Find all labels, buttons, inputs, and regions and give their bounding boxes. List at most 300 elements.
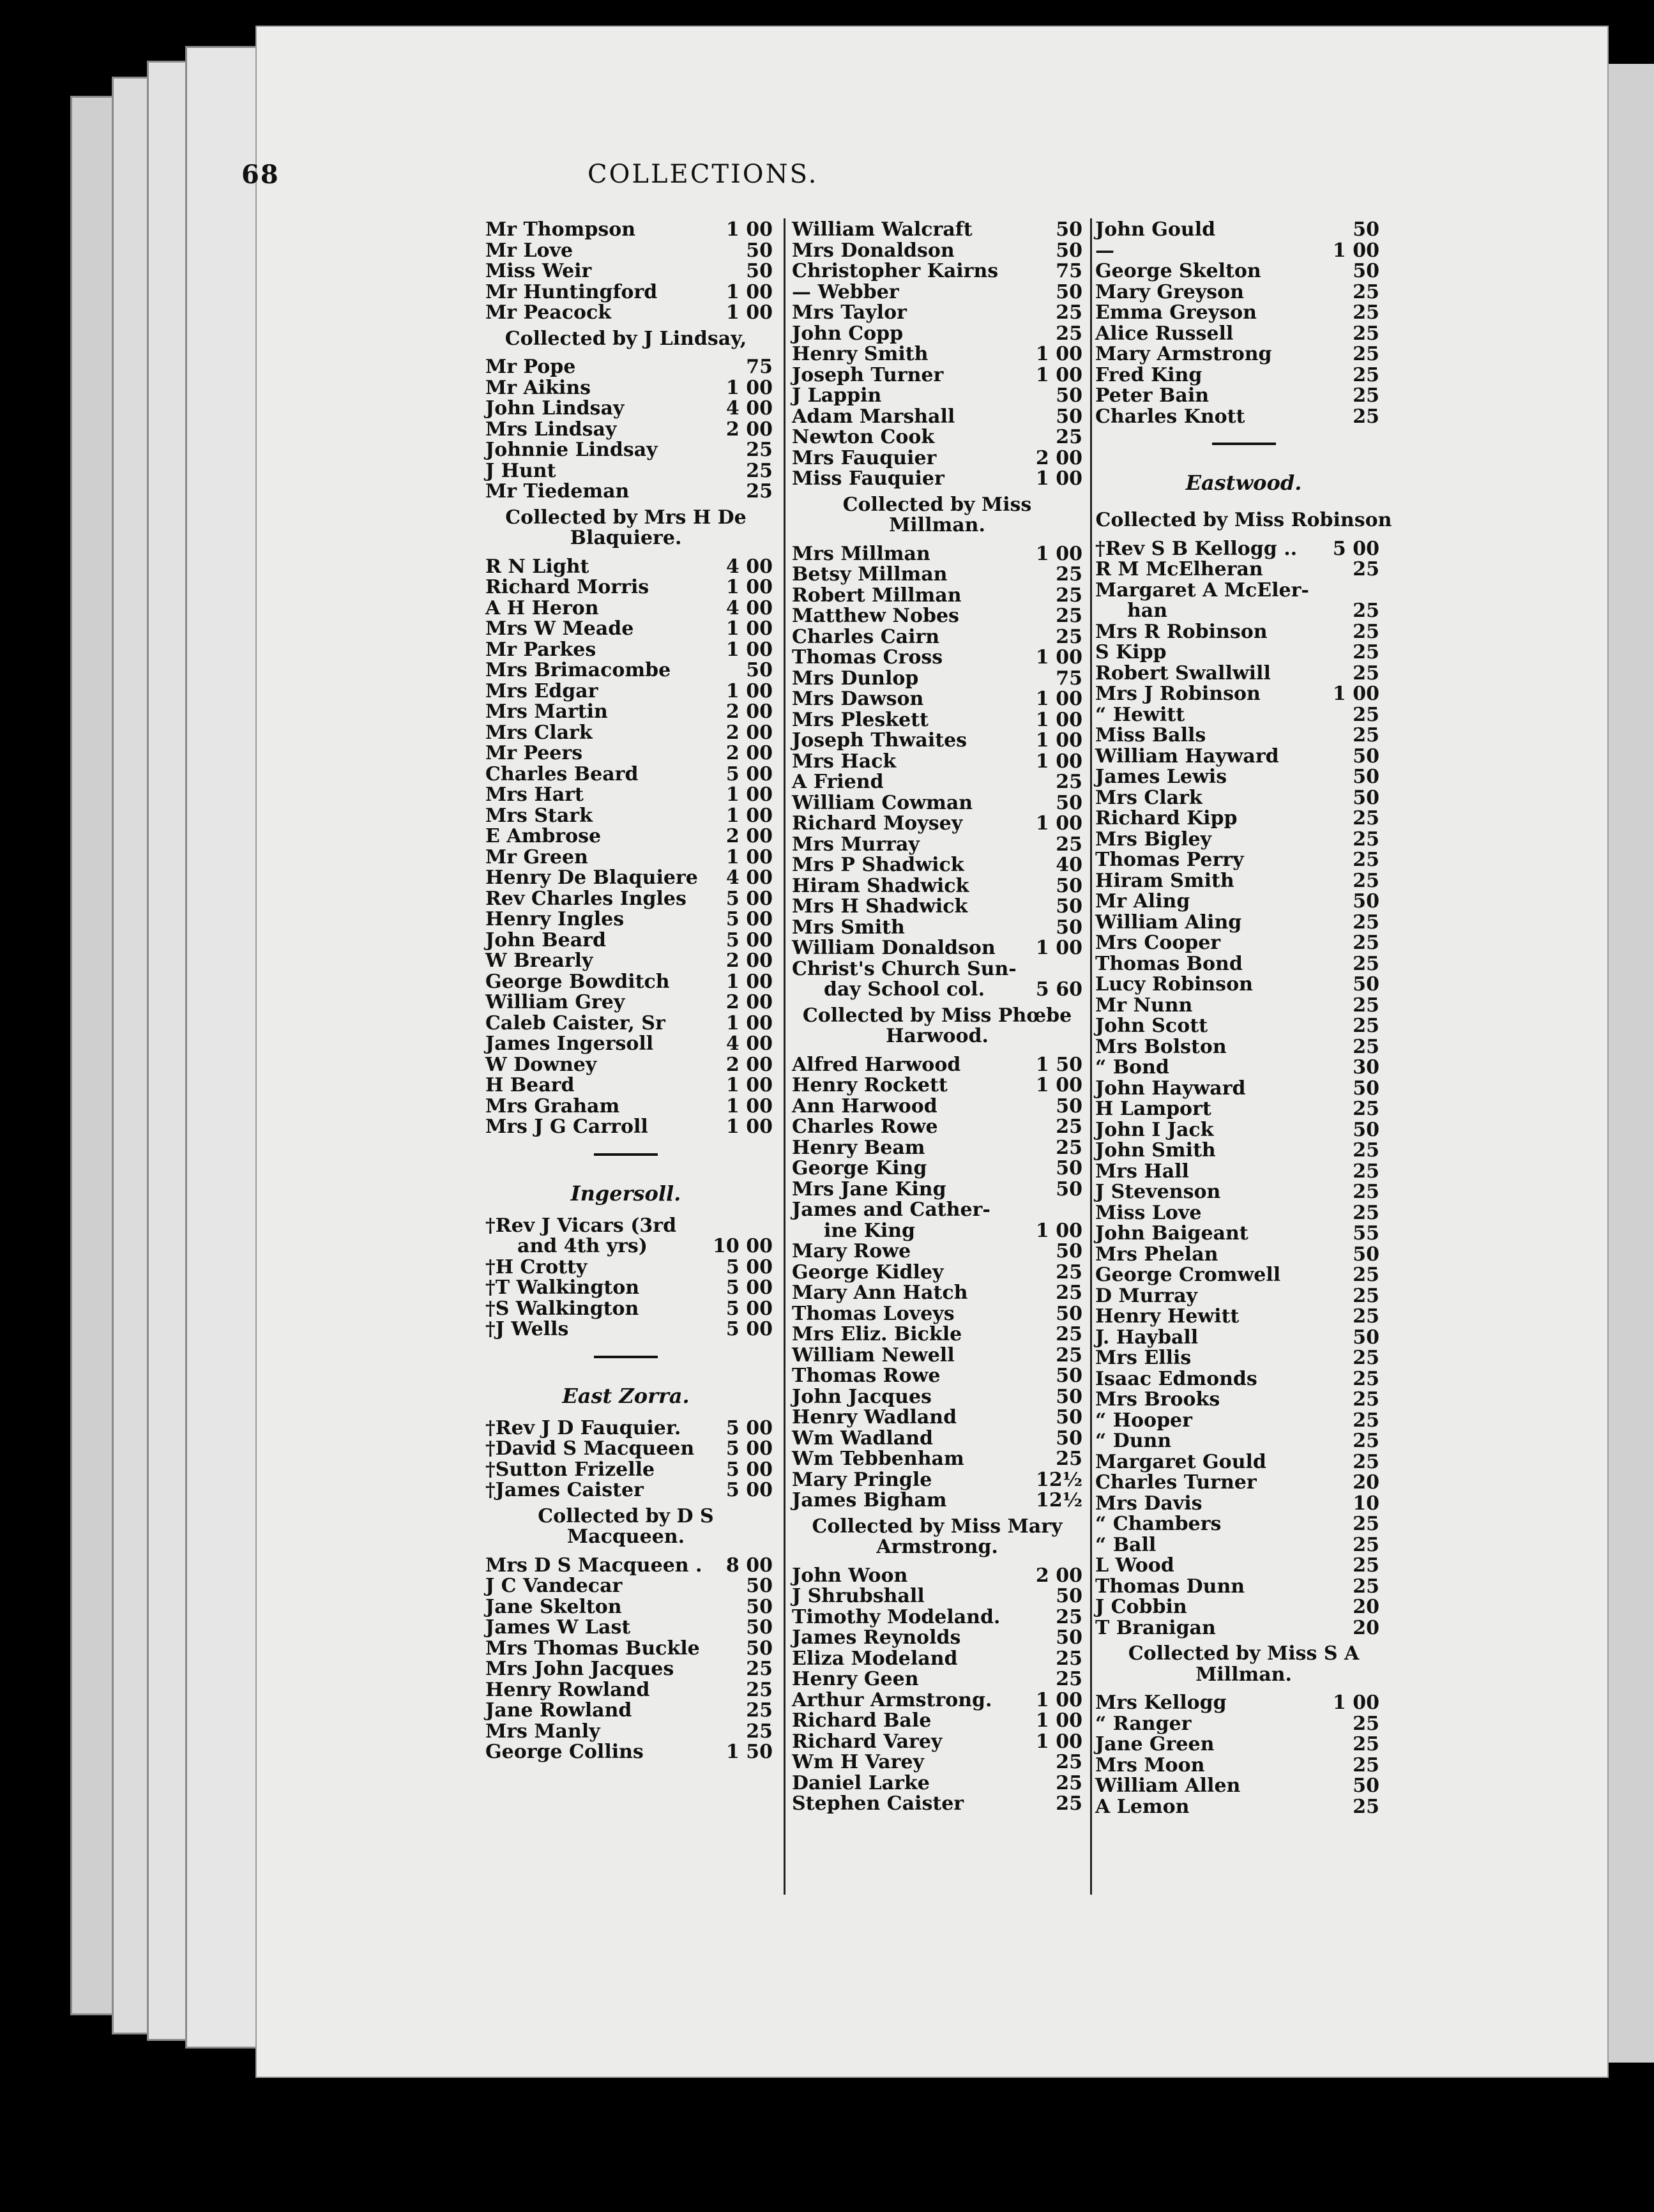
list-item	[792, 384, 1082, 405]
donation-amount: 75	[1056, 260, 1082, 282]
list-item	[1095, 953, 1392, 974]
donor-name: Mrs Millman	[792, 542, 930, 565]
column-left	[485, 218, 773, 1763]
place-heading: Eastwood.	[1185, 471, 1302, 495]
donation-amount: 5 00	[725, 908, 773, 930]
donation-amount: 25	[1353, 405, 1379, 428]
donor-name: Richard Moysey	[792, 812, 963, 835]
donor-name: Mrs Kellogg	[1095, 1692, 1227, 1714]
donation-amount: 50	[1353, 745, 1379, 768]
donor-name: Mrs Clark	[1095, 786, 1203, 809]
donation-amount: 1 00	[1332, 239, 1379, 262]
column-middle	[792, 218, 1082, 1814]
donor-name: Thomas Cross	[792, 646, 943, 669]
list-item	[792, 1157, 1082, 1178]
donation-amount: 25	[1353, 703, 1379, 726]
list-item	[792, 812, 1082, 833]
donation-amount: 50	[1056, 405, 1082, 428]
list-item	[792, 646, 1082, 667]
list-item	[485, 1575, 773, 1597]
donor-name: Mrs Bigley	[1095, 828, 1211, 851]
donor-name: Christ's Church Sun-	[792, 957, 1017, 980]
donation-amount: 25	[1056, 1282, 1082, 1304]
donation-amount: 5 00	[725, 1479, 773, 1501]
list-item	[792, 1469, 1082, 1490]
donor-name: “ Ball	[1095, 1533, 1157, 1556]
list-item	[1095, 1015, 1392, 1036]
donor-name: W Downey	[485, 1053, 597, 1076]
list-item	[792, 467, 1082, 489]
donation-amount: 1 00	[1332, 1692, 1379, 1714]
list-item	[1095, 281, 1392, 302]
list-item	[1095, 1775, 1392, 1796]
donation-amount: 2 00	[1035, 1564, 1082, 1587]
donor-name: Mrs Pleskett	[792, 708, 929, 731]
list-item	[1095, 787, 1392, 808]
list-item	[1095, 322, 1392, 344]
list-item	[792, 1648, 1082, 1669]
donation-amount: 50	[1056, 1406, 1082, 1428]
donation-amount: 1 00	[725, 638, 773, 661]
donation-amount: 25	[1353, 363, 1379, 386]
list-item	[792, 1751, 1082, 1772]
list-item	[1095, 1098, 1392, 1119]
list-item	[792, 1448, 1082, 1469]
list-item	[792, 1054, 1082, 1075]
list-item	[485, 376, 773, 399]
donor-name: John Scott	[1095, 1015, 1208, 1037]
list-item	[1095, 558, 1392, 579]
donation-amount: 2 00	[725, 701, 773, 723]
list-item	[485, 908, 773, 930]
donation-amount: 4 00	[725, 867, 773, 889]
donation-amount: 25	[1353, 1305, 1379, 1328]
list-item	[1095, 1796, 1392, 1817]
donor-name: Johnnie Lindsay	[485, 439, 658, 461]
donor-name: Margaret A McEler-	[1095, 579, 1309, 602]
list-item	[1095, 405, 1392, 427]
donor-name: †David S Macqueen	[485, 1437, 695, 1460]
collector-heading: Collected by Miss S A Millman.	[1128, 1642, 1360, 1686]
donation-amount: 40	[1056, 854, 1082, 876]
donor-name: †S Walkington	[485, 1297, 639, 1320]
donation-amount: 25	[1056, 771, 1082, 793]
list-item	[792, 1199, 1082, 1220]
donation-amount: 25	[1353, 1160, 1379, 1183]
donation-amount: 25	[1056, 1668, 1082, 1690]
list-item	[1095, 870, 1392, 891]
donation-amount: 1 00	[1035, 1709, 1082, 1732]
donor-name: Mrs Stark	[485, 804, 593, 827]
donation-amount: 25	[1353, 932, 1379, 954]
donor-name: Mr Peacock	[485, 301, 612, 324]
donor-name: Timothy Modeland.	[792, 1605, 1001, 1628]
donation-amount: 1 00	[1035, 688, 1082, 710]
donor-name: Mrs Eliz. Bickle	[792, 1323, 962, 1345]
donation-amount: 50	[1056, 239, 1082, 262]
donation-amount: 25	[1056, 833, 1082, 856]
donor-name: Mary Greyson	[1095, 280, 1244, 303]
donation-amount: 12½	[1035, 1489, 1082, 1511]
donor-name: Thomas Loveys	[792, 1302, 955, 1325]
donor-name: Wm H Varey	[792, 1751, 924, 1773]
donation-amount: 50	[1056, 1626, 1082, 1649]
list-item	[485, 1053, 773, 1076]
list-item	[1095, 384, 1392, 405]
donation-amount: 25	[1353, 1533, 1379, 1556]
donation-amount: 1 00	[725, 218, 773, 241]
donation-amount: 20	[1353, 1471, 1379, 1494]
donation-amount: 25	[1056, 1323, 1082, 1345]
donation-amount: 1 00	[725, 679, 773, 702]
donation-amount: 25	[1353, 1554, 1379, 1577]
donation-amount: 25	[1353, 1181, 1379, 1203]
donation-amount: 25	[1353, 641, 1379, 663]
list-item	[792, 1240, 1082, 1261]
donor-name: John Jacques	[792, 1385, 932, 1408]
donor-name: George Collins	[485, 1741, 644, 1763]
donor-name: Hiram Shadwick	[792, 874, 969, 897]
list-item	[1095, 1733, 1392, 1754]
donation-amount: 5 00	[725, 887, 773, 910]
donation-amount: 2 00	[725, 721, 773, 744]
donation-amount: 25	[1353, 1388, 1379, 1411]
donor-name: Mr Nunn	[1095, 994, 1193, 1017]
list-item	[485, 825, 773, 847]
list-item	[792, 709, 1082, 730]
donation-amount: 5 00	[725, 1276, 773, 1299]
donation-amount: 4 00	[725, 555, 773, 578]
donor-name: Henry Geen	[792, 1668, 919, 1690]
donor-name: †J Wells	[485, 1318, 569, 1340]
donor-name: Matthew Nobes	[792, 605, 959, 627]
donation-amount: 1 00	[1035, 467, 1082, 490]
list-item	[485, 1255, 773, 1278]
donor-name: Mrs Ellis	[1095, 1347, 1192, 1369]
donation-amount: 1 00	[725, 576, 773, 598]
list-item	[1095, 1077, 1392, 1098]
donor-name: W Brearly	[485, 950, 593, 972]
list-item	[1095, 1617, 1392, 1638]
list-item	[485, 1276, 773, 1299]
donor-name: Betsy Millman	[792, 563, 948, 586]
list-item	[485, 439, 773, 461]
donation-amount: 50	[746, 239, 773, 262]
donation-amount: 25	[1353, 384, 1379, 407]
list-item	[1095, 1430, 1392, 1451]
list-item	[792, 1323, 1082, 1344]
donation-amount: 50	[1353, 1243, 1379, 1266]
donor-name: William Grey	[485, 991, 625, 1013]
list-item	[792, 1427, 1082, 1448]
list-item	[485, 1318, 773, 1340]
donor-name: Mrs D S Macqueen .	[485, 1554, 702, 1577]
donor-name: D Murray	[1095, 1284, 1197, 1307]
donation-amount: 5 00	[725, 1255, 773, 1278]
donor-name: Alice Russell	[1095, 322, 1234, 345]
donor-name: Mr Thompson	[485, 218, 636, 241]
donor-name: Mrs Hack	[792, 750, 897, 773]
donor-name: William Aling	[1095, 911, 1242, 934]
donor-name: Mrs Smith	[792, 916, 905, 939]
list-item	[1095, 932, 1392, 953]
list-item	[792, 1344, 1082, 1365]
donation-amount: 1 00	[725, 1116, 773, 1138]
donor-name: “ Dunn	[1095, 1430, 1172, 1452]
donation-amount: 25	[1056, 1751, 1082, 1773]
list-item	[1095, 1713, 1392, 1734]
donor-name: Arthur Armstrong.	[792, 1688, 992, 1711]
donor-name: Rev Charles Ingles	[485, 887, 687, 910]
donation-amount: 25	[1353, 1450, 1379, 1473]
donation-amount: 25	[1056, 625, 1082, 648]
list-item	[1095, 1554, 1392, 1575]
donor-name: Henry Hewitt	[1095, 1305, 1240, 1328]
list-item	[1095, 1285, 1392, 1306]
list-item	[1095, 239, 1392, 261]
list-item	[485, 804, 773, 827]
donor-name: George Kidley	[792, 1261, 944, 1284]
donation-amount: 25	[1353, 1139, 1379, 1162]
donation-amount: 5 00	[725, 1437, 773, 1460]
donor-name: and 4th yrs)	[517, 1235, 648, 1257]
donor-name: Hiram Smith	[1095, 869, 1234, 892]
donation-amount: 2 00	[725, 742, 773, 764]
list-item	[1095, 849, 1392, 870]
donation-amount: 25	[1353, 724, 1379, 746]
donation-amount: 5 00	[725, 1297, 773, 1320]
donation-amount: 50	[1056, 280, 1082, 303]
donation-amount: 25	[1353, 280, 1379, 303]
list-item	[485, 480, 773, 503]
list-item	[1095, 600, 1392, 621]
list-item	[485, 301, 773, 324]
donation-amount: 25	[1056, 322, 1082, 345]
list-item	[792, 1709, 1082, 1731]
donation-amount: 1 00	[1035, 1074, 1082, 1096]
page-number: 68	[241, 160, 280, 190]
donor-name: J Shrubshall	[792, 1585, 925, 1607]
list-item	[792, 364, 1082, 385]
list-item	[1095, 641, 1392, 662]
donation-amount: 1 00	[1332, 683, 1379, 705]
donation-amount: 25	[1353, 322, 1379, 345]
donor-name: J Lappin	[792, 384, 882, 407]
collector-heading: Collected by Miss Robinson	[1095, 509, 1392, 531]
donation-amount: 50	[1056, 874, 1082, 897]
list-item	[485, 1074, 773, 1096]
donation-amount: 50	[1353, 260, 1379, 282]
list-item	[792, 792, 1082, 813]
donor-name: Mrs Lindsay	[485, 418, 617, 441]
list-item	[1095, 1754, 1392, 1775]
donation-amount: 25	[1353, 343, 1379, 365]
list-item	[1095, 807, 1392, 828]
donor-name: Mrs John Jacques	[485, 1658, 674, 1680]
donor-name: Miss Balls	[1095, 724, 1206, 746]
donation-amount: 2 00	[725, 825, 773, 847]
donation-amount: 50	[1353, 766, 1379, 788]
list-item	[792, 1365, 1082, 1386]
list-item	[485, 218, 773, 241]
donation-amount: 50	[1056, 1385, 1082, 1408]
donor-name: Mr Peers	[485, 742, 583, 764]
donor-name: Henry Beam	[792, 1136, 925, 1159]
donor-name: Mrs Donaldson	[792, 239, 955, 262]
donor-name: Jane Rowland	[485, 1699, 632, 1722]
donation-amount: 1 00	[1035, 363, 1082, 386]
donation-amount: 25	[1353, 1015, 1379, 1037]
donor-name: Mrs Davis	[1095, 1492, 1203, 1515]
donor-name: Charles Beard	[485, 762, 639, 785]
list-item	[792, 854, 1082, 875]
donor-name: J Stevenson	[1095, 1181, 1221, 1203]
donation-amount: 50	[1353, 1077, 1379, 1100]
list-item	[485, 701, 773, 723]
donation-amount: 2 00	[725, 418, 773, 441]
list-item	[485, 596, 773, 619]
donation-amount: 10 00	[713, 1235, 773, 1257]
donor-name: Mrs Hall	[1095, 1160, 1189, 1183]
list-item	[792, 1261, 1082, 1282]
donor-name: ine King	[824, 1219, 915, 1242]
donor-name: John Baigeant	[1095, 1222, 1248, 1245]
donor-name: George Bowditch	[485, 970, 670, 993]
donor-name: Henry De Blaquiere	[485, 867, 698, 889]
list-item	[485, 1595, 773, 1618]
list-item	[792, 1178, 1082, 1199]
list-item	[485, 1033, 773, 1055]
list-item	[485, 555, 773, 578]
donor-name: Lucy Robinson	[1095, 973, 1253, 996]
list-item	[792, 1489, 1082, 1510]
list-item	[792, 1668, 1082, 1689]
donor-name: Mrs W Meade	[485, 617, 634, 640]
donor-name: Mrs J G Carroll	[485, 1116, 648, 1138]
list-item	[485, 928, 773, 951]
donor-name: William Allen	[1095, 1775, 1241, 1797]
list-item	[1095, 1534, 1392, 1555]
donor-name: han	[1127, 600, 1168, 622]
list-item	[485, 1095, 773, 1117]
donation-amount: 25	[1353, 1201, 1379, 1224]
donor-name: John Lindsay	[485, 397, 625, 420]
column-divider-1	[784, 218, 785, 1895]
donation-amount: 25	[746, 480, 773, 503]
donation-amount: 5 00	[725, 1318, 773, 1340]
donation-amount: 30	[1353, 1056, 1379, 1079]
list-item	[792, 1406, 1082, 1427]
donation-amount: 50	[1353, 973, 1379, 996]
donation-amount: 25	[1056, 1344, 1082, 1367]
donation-amount: 75	[746, 356, 773, 378]
list-item	[792, 447, 1082, 468]
list-item	[792, 1220, 1082, 1241]
donation-amount: 25	[1056, 605, 1082, 627]
donor-name: Thomas Dunn	[1095, 1575, 1245, 1598]
donor-name: Mr Aikins	[485, 376, 591, 399]
list-item	[485, 762, 773, 785]
donor-name: †T Walkington	[485, 1276, 640, 1299]
donation-amount: 1 00	[725, 845, 773, 868]
donation-amount: 50	[1056, 1157, 1082, 1179]
list-item	[792, 1585, 1082, 1606]
donation-amount: 50	[1353, 1775, 1379, 1797]
list-item	[1095, 218, 1392, 239]
list-item	[1095, 1243, 1392, 1264]
donation-amount: 1 00	[725, 784, 773, 806]
donor-name: James Reynolds	[792, 1626, 961, 1649]
donation-amount: 25	[1353, 807, 1379, 830]
donor-name: “ Chambers	[1095, 1513, 1222, 1535]
donation-amount: 25	[1353, 1264, 1379, 1286]
list-item	[485, 1658, 773, 1680]
donor-name: Mary Pringle	[792, 1468, 932, 1491]
list-item	[1095, 1264, 1392, 1285]
donation-amount: 1 00	[1035, 646, 1082, 669]
donor-name: James Lewis	[1095, 766, 1227, 788]
donor-name: Christopher Kairns	[792, 260, 999, 282]
donation-amount: 5 00	[1332, 537, 1379, 560]
list-item	[485, 867, 773, 889]
donor-name: T Branigan	[1095, 1616, 1216, 1639]
donor-name: A Lemon	[1095, 1795, 1190, 1818]
donor-name: “ Ranger	[1095, 1712, 1192, 1735]
donation-amount: 50	[1353, 1326, 1379, 1349]
list-item	[1095, 1451, 1392, 1472]
list-item	[485, 1235, 773, 1257]
list-item	[792, 978, 1082, 999]
section-rule	[594, 1356, 658, 1358]
section-rule	[1212, 443, 1276, 445]
collector-heading: Collected by D S Macqueen.	[538, 1504, 714, 1548]
donor-name: Charles Knott	[1095, 405, 1245, 428]
donor-name: Charles Turner	[1095, 1471, 1257, 1494]
donation-amount: 25	[1056, 1647, 1082, 1670]
list-item	[1095, 1222, 1392, 1243]
donation-amount: 50	[1056, 1178, 1082, 1201]
donor-name: Mrs Moon	[1095, 1754, 1205, 1776]
list-item	[485, 1458, 773, 1481]
donation-amount: 4 00	[725, 1033, 773, 1055]
donation-amount: 25	[1056, 584, 1082, 607]
donor-name: John Copp	[792, 322, 904, 345]
list-item	[792, 1626, 1082, 1648]
list-item	[792, 875, 1082, 896]
list-item	[485, 887, 773, 910]
donor-name: Mr Love	[485, 239, 573, 262]
list-item	[485, 239, 773, 262]
list-item	[485, 1616, 773, 1639]
list-item	[485, 950, 773, 972]
donation-amount: 4 00	[725, 397, 773, 420]
list-item	[792, 322, 1082, 344]
donor-name: “ Hooper	[1095, 1409, 1192, 1432]
donation-amount: 1 00	[725, 1095, 773, 1117]
list-item	[792, 1095, 1082, 1116]
list-item	[1095, 621, 1392, 642]
list-item	[485, 1741, 773, 1763]
donor-name: Mr Tiedeman	[485, 480, 630, 503]
list-item	[485, 1215, 766, 1236]
list-item	[792, 833, 1082, 854]
list-item	[1095, 1368, 1392, 1389]
donor-name: Mrs Taylor	[792, 301, 907, 324]
list-item	[1095, 1181, 1392, 1202]
donor-name: Thomas Rowe	[792, 1365, 941, 1387]
list-item	[1095, 973, 1392, 994]
donor-name: †Rev S B Kellogg ..	[1095, 537, 1298, 560]
